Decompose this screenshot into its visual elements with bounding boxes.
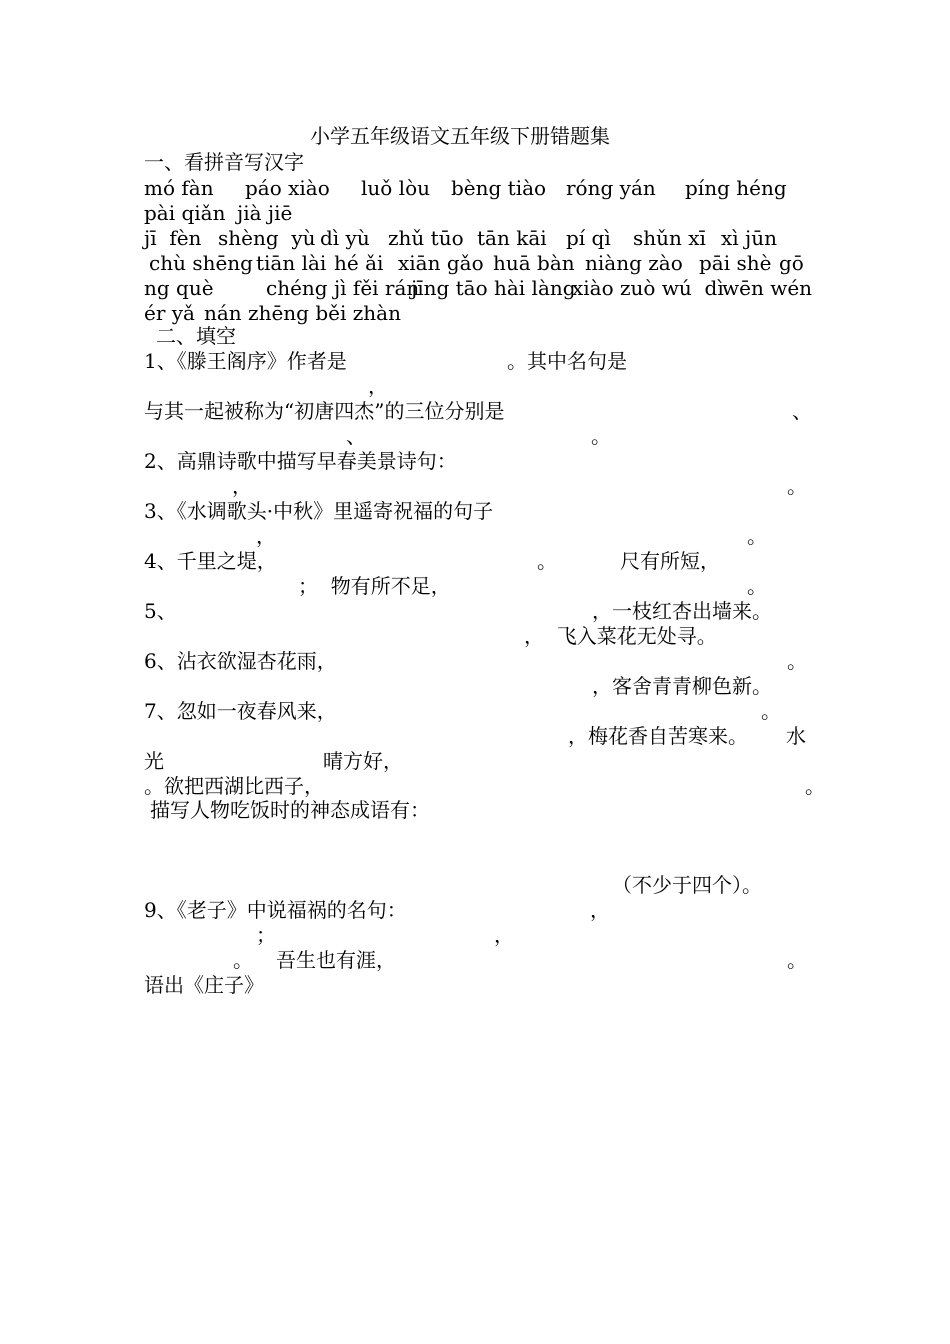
question-6-text: ，客舍青青柳色新。 [592,674,772,698]
question-9-text: 9、《老子》中说福祸的名句： [144,898,407,922]
pinyin-item: ér yǎ [144,301,195,325]
question-9-text: 语出《庄子》 [144,973,264,997]
question-7-text: 7、忽如一夜春风来， [144,699,337,723]
pinyin-item: niàng zào [585,251,683,275]
question-5-text: ，一枝红杏出墙来。 [592,599,772,623]
question-9-text: 吾生也有涯， [276,948,396,972]
punctuation: ， [232,474,252,498]
punctuation: ， [590,898,610,922]
pinyin-item: jī fèn [144,226,202,250]
question-3-text: 3、《水调歌头·中秋》里遥寄祝福的句子 [144,499,494,523]
question-7-text: 水 [786,724,806,748]
punctuation: ， [256,524,276,548]
punctuation: 。 [761,699,781,723]
pinyin-item: jià jiē [237,201,293,225]
question-8-text: （不少于四个）。 [612,873,762,897]
pinyin-item: mó fàn [144,176,214,200]
question-5-text: 5、 [144,599,177,623]
question-1-text: 。其中名句是 [507,349,627,373]
punctuation: ， [368,374,388,398]
pinyin-item: luǒ lòu [361,176,430,200]
punctuation: ， [494,923,514,947]
pinyin-item: shǔn xī [633,226,706,250]
pinyin-item: píng héng [685,176,787,200]
pinyin-item: xiān gǎo [398,251,484,275]
punctuation: 。 [747,524,767,548]
pinyin-item: wēn wén [722,276,813,300]
question-5-text: ， 飞入菜花无处寻。 [524,624,717,648]
pinyin-item: xì jūn [721,226,777,250]
question-1-text: 与其一起被称为“初唐四杰”的三位分别是 [144,399,505,423]
question-7-text: 光 [144,749,164,773]
pinyin-item: tān kāi [477,226,547,250]
pinyin-item: shèng yù [218,226,316,250]
pinyin-item: pí qì [566,226,611,250]
pinyin-item: pāi shè [699,251,772,275]
pinyin-item: zhǔ tūo [388,226,464,250]
pinyin-item: páo xiào [245,176,330,200]
question-8-text: 描写人物吃饭时的神态成语有： [150,798,430,822]
question-2-text: 2、高鼎诗歌中描写早春美景诗句： [144,449,457,473]
pinyin-item: dì yù [320,226,370,250]
question-7-text: 。欲把西湖比西子， [144,774,324,798]
page-title: 小学五年级语文五年级下册错题集 [310,124,610,148]
pinyin-item: huā bàn [493,251,575,275]
punctuation: 。 [591,424,611,448]
punctuation: 。 [805,774,825,798]
punctuation: ； [256,923,276,947]
pinyin-item: gō [779,251,804,275]
punctuation: 、 [346,424,366,448]
pinyin-item: nán zhēng běi zhàn [204,301,401,325]
question-4-text: 4、千里之堤， [144,549,277,573]
pinyin-item: chéng jì fěi rán [266,276,420,300]
punctuation: 。 [787,649,807,673]
pinyin-item: pài qiǎn [144,201,226,225]
punctuation: 。 [747,574,767,598]
question-1-text: 1、《滕王阁序》作者是 [144,349,347,373]
question-7-text: 晴方好， [323,749,403,773]
question-4-text: 尺有所短， [620,549,720,573]
punctuation: 、 [792,399,812,423]
pinyin-item: ng què [144,276,214,300]
pinyin-item: bèng tiào [451,176,547,200]
pinyin-item: tiān lài [256,251,327,275]
pinyin-item: róng yán [566,176,656,200]
pinyin-item: jīng tāo hài làng [411,276,576,300]
question-4-text: ； 物有所不足， [298,574,451,598]
section-heading-fill-blank: 二、填空 [156,324,236,348]
section-heading-pinyin: 一、看拼音写汉字 [144,150,304,174]
punctuation: 。 [233,948,253,972]
question-7-text: ，梅花香自苦寒来。 [568,724,748,748]
punctuation: 。 [787,474,807,498]
pinyin-item: hé ǎi [334,251,384,275]
punctuation: 。 [537,549,557,573]
pinyin-item: xiào zuò wú dì [572,276,724,300]
question-6-text: 6、沾衣欲湿杏花雨， [144,649,337,673]
punctuation: 。 [787,948,807,972]
pinyin-item: chù shēng [149,251,253,275]
